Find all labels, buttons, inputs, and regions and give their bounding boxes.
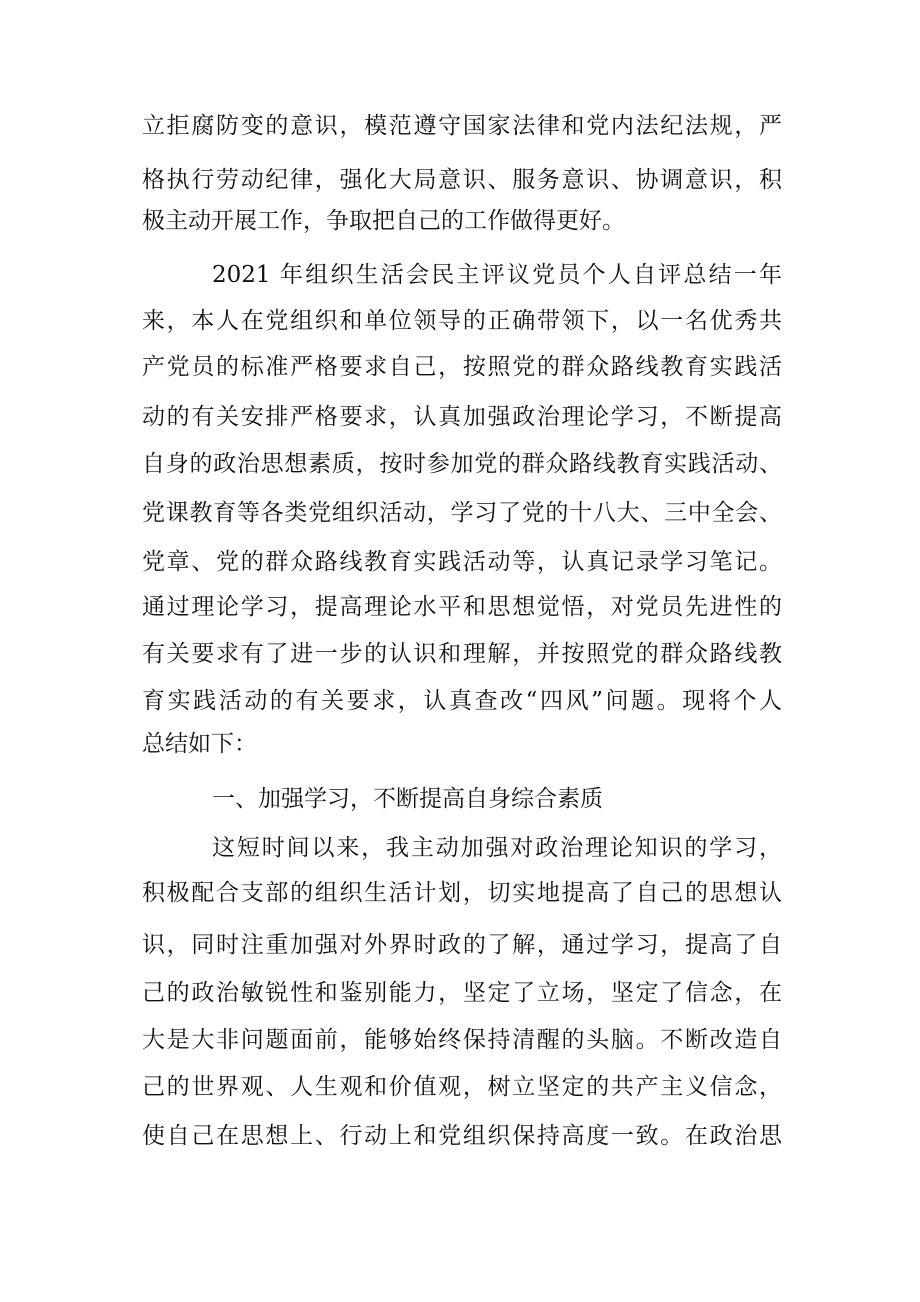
text-line: 有关要求有了进一步的认识和理解，并按照党的群众路线教 [142, 641, 782, 667]
paragraph-heading-line: 2021 年组织生活会民主评议党员个人自评总结一年 [212, 262, 782, 288]
text-line: 来，本人在党组织和单位领导的正确带领下，以一名优秀共 [142, 308, 782, 334]
text-line: 己的政治敏锐性和鉴别能力，坚定了立场，坚定了信念，在 [142, 980, 782, 1006]
text-line: 这短时间以来，我主动加强对政治理论知识的学习， [212, 835, 782, 861]
text-line: 识，同时注重加强对外界时政的了解，通过学习，提高了自 [142, 932, 782, 958]
section-heading: 一、加强学习，不断提高自身综合素质 [212, 786, 603, 812]
text-line: 党章、党的群众路线教育实践活动等，认真记录学习笔记。 [142, 549, 782, 575]
text-line: 总结如下： [142, 731, 257, 757]
text-line: 动的有关安排严格要求，认真加强政治理论学习，不断提高 [142, 404, 782, 430]
text-line: 己的世界观、人生观和价值观，树立坚定的共产主义信念， [142, 1074, 782, 1100]
text-line: 立拒腐防变的意识，模范遵守国家法律和党内法纪法规，严 [142, 113, 782, 139]
text-line: 大是大非问题面前，能够始终保持清醒的头脑。不断改造自 [142, 1027, 782, 1053]
text-line: 自身的政治思想素质，按时参加党的群众路线教育实践活动、 [142, 451, 782, 477]
text-line: 党课教育等各类党组织活动，学习了党的十八大、三中全会、 [142, 500, 782, 526]
text-line: 使自己在思想上、行动上和党组织保持高度一致。在政治思 [142, 1123, 782, 1149]
text-line: 积极配合支部的组织生活计划，切实地提高了自己的思想认 [142, 880, 782, 906]
text-line: 育实践活动的有关要求，认真查改“四风”问题。现将个人 [142, 688, 782, 714]
text-line: 极主动开展工作，争取把自己的工作做得更好。 [142, 208, 625, 234]
text-line: 产党员的标准严格要求自己，按照党的群众路线教育实践活 [142, 354, 782, 380]
text-line: 通过理论学习，提高理论水平和思想觉悟，对党员先进性的 [142, 594, 782, 620]
text-line: 格执行劳动纪律，强化大局意识、服务意识、协调意识，积 [142, 167, 782, 193]
